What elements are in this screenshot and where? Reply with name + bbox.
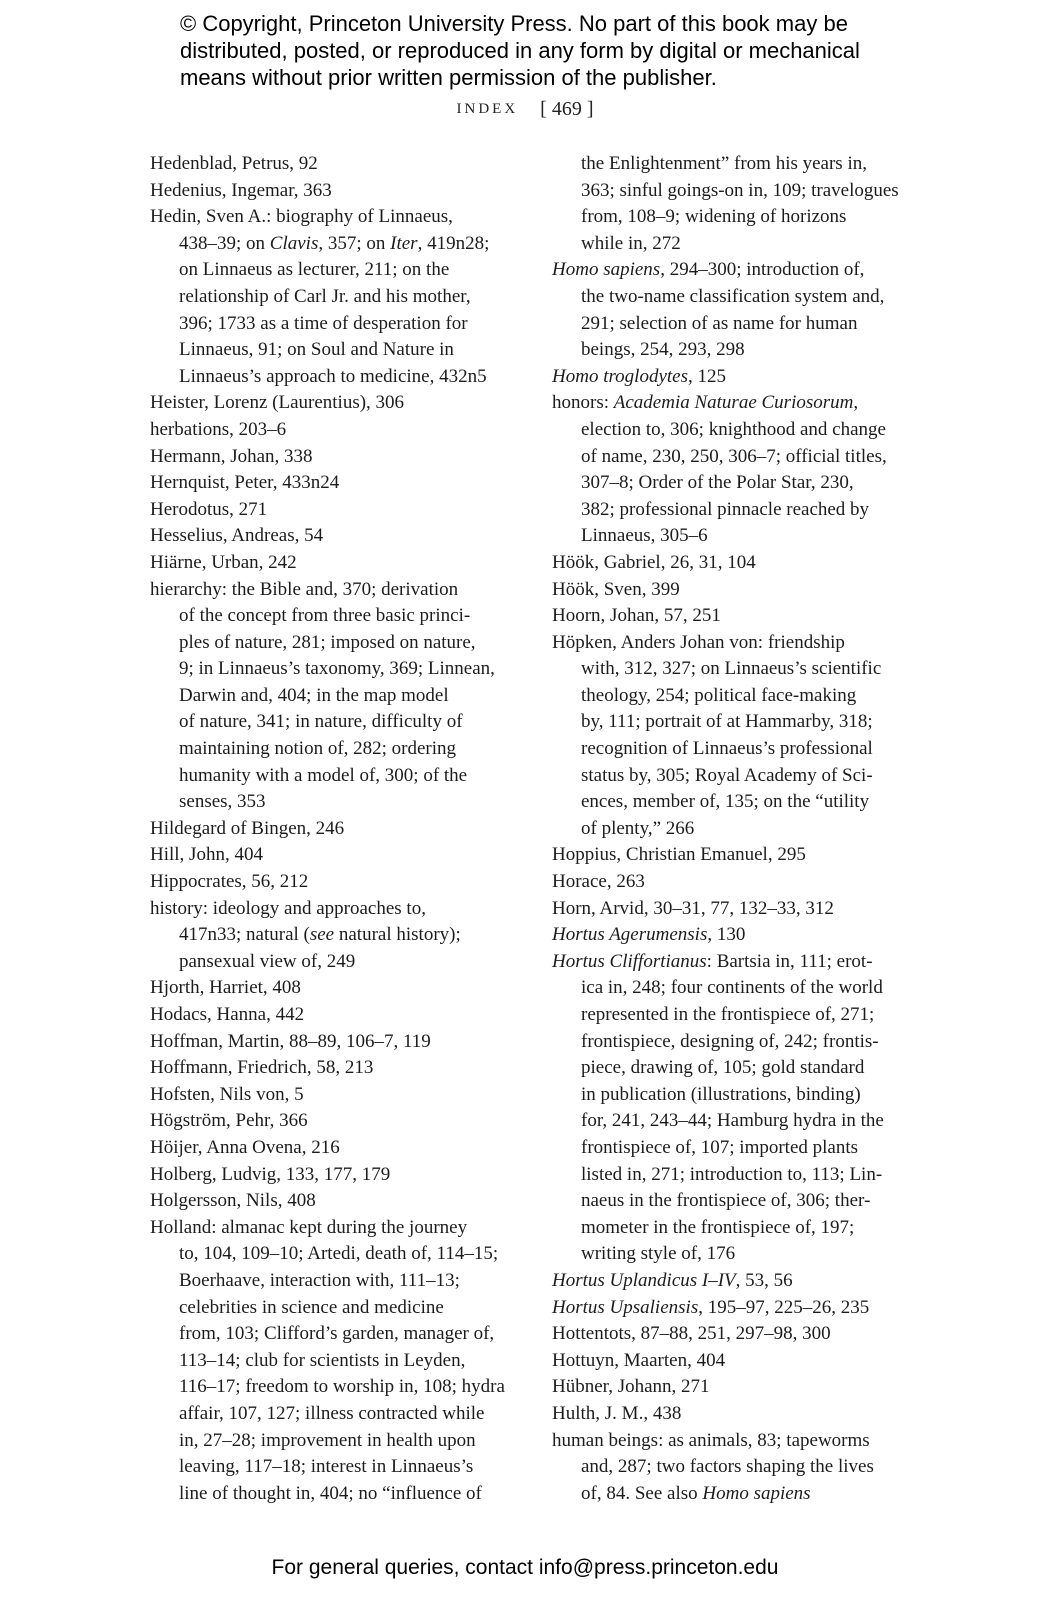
index-entry — [150, 1002, 520, 1029]
index-text: Hill, John, 404 — [150, 844, 263, 866]
index-entry-line — [552, 204, 922, 231]
index-text: celebrities in science and medicine — [179, 1296, 444, 1318]
index-entry-line — [150, 736, 520, 763]
index-entry — [150, 975, 520, 1002]
index-text: Hoffmann, Friedrich, 58, 213 — [150, 1057, 374, 1079]
index-text: while in, 272 — [581, 232, 681, 254]
index-entry-heading — [552, 949, 922, 976]
index-entry-line — [552, 683, 922, 710]
index-entry-line — [552, 1215, 922, 1242]
index-entry-heading — [150, 842, 520, 869]
index-text: Hodacs, Hanna, 442 — [150, 1004, 305, 1025]
index-entry-heading — [552, 603, 922, 630]
index-text: Linnaeus’s approach to medicine, 432n5 — [179, 365, 487, 387]
index-entry — [150, 1108, 520, 1135]
index-entry-heading — [150, 444, 520, 471]
index-entry-line — [552, 763, 922, 790]
index-text: Hesselius, Andreas, 54 — [150, 525, 324, 547]
index-entry-heading — [552, 630, 922, 657]
index-entry-line — [552, 1055, 922, 1082]
index-text: Hottentots, 87–88, 251, 297–98, 300 — [552, 1323, 831, 1345]
page-number: [ 469 ] — [540, 98, 594, 120]
index-entry-heading — [552, 257, 922, 284]
index-entry-line — [150, 922, 520, 949]
index-entry-line — [150, 1295, 520, 1322]
index-text: and, 287; two factors shaping the lives — [581, 1456, 874, 1478]
index-text: piece, drawing of, 105; gold standard — [581, 1057, 865, 1079]
index-entry-heading — [150, 1055, 520, 1082]
index-text: listed in, 271; introduction to, 113; Lin- — [581, 1163, 883, 1185]
index-text: beings, 254, 293, 298 — [581, 339, 745, 361]
index-entry-heading — [150, 816, 520, 843]
index-entry — [150, 1162, 520, 1189]
index-entry — [150, 417, 520, 444]
index-entry-line — [552, 1188, 922, 1215]
index-entry — [552, 1295, 922, 1322]
index-text: of name, 230, 250, 306–7; official titles, — [581, 445, 887, 467]
index-text: from, 108–9; widening of horizons — [581, 206, 847, 228]
index-entry — [150, 444, 520, 471]
index-entry-line — [552, 1082, 922, 1109]
index-entry-line — [552, 656, 922, 683]
index-text: , 130 — [707, 924, 746, 946]
running-head-label: INDEX — [456, 101, 519, 117]
index-entry — [150, 523, 520, 550]
index-text: Hippocrates, 56, 212 — [150, 871, 309, 893]
index-text: 363; sinful goings-on in, 109; travelogues — [581, 179, 899, 201]
index-text: leaving, 117–18; interest in Linnaeus’s — [179, 1456, 474, 1478]
index-entry-line — [552, 1454, 922, 1481]
index-entry — [150, 470, 520, 497]
index-entry-heading — [150, 1135, 520, 1162]
index-entry-heading — [150, 390, 520, 417]
index-entry-heading — [552, 577, 922, 604]
index-entry — [552, 922, 922, 949]
index-entry-heading — [150, 417, 520, 444]
copyright-notice — [180, 10, 940, 91]
index-text: line of thought in, 404; no “influence of — [179, 1482, 482, 1504]
index-entry-line — [150, 1481, 520, 1508]
index-entry-line — [150, 1241, 520, 1268]
index-entry-line — [150, 656, 520, 683]
index-text: 438–39; on — [179, 232, 270, 254]
index-entry-heading — [150, 1082, 520, 1109]
index-entry — [552, 1401, 922, 1428]
index-entry — [150, 896, 520, 976]
index-text: Hofsten, Nils von, 5 — [150, 1083, 304, 1105]
index-text: Hottuyn, Maarten, 404 — [552, 1349, 726, 1371]
index-text: election to, 306; knighthood and change — [581, 418, 886, 440]
index-entry-line — [552, 709, 922, 736]
index-entry — [552, 630, 922, 843]
index-entry-line — [552, 497, 922, 524]
index-text: for, 241, 243–44; Hamburg hydra in the — [581, 1110, 884, 1132]
index-entry-heading — [150, 550, 520, 577]
index-entry-heading — [150, 178, 520, 205]
index-entry-heading — [552, 1295, 922, 1322]
index-entry — [150, 151, 520, 178]
index-entry-heading — [552, 842, 922, 869]
index-entry-line — [552, 1029, 922, 1056]
index-entry-line — [552, 337, 922, 364]
index-entry-line — [150, 1454, 520, 1481]
index-text: 417n33; natural ( — [179, 924, 310, 946]
index-text: : Bartsia in, 111; erot- — [706, 950, 873, 972]
index-entry — [150, 1135, 520, 1162]
index-text: Linnaeus, 91; on Soul and Nature in — [179, 339, 454, 361]
index-entry-heading — [552, 1428, 922, 1455]
index-entry-line — [552, 417, 922, 444]
index-text: 291; selection of as name for human — [581, 312, 858, 334]
index-entry — [150, 577, 520, 816]
index-entry-line — [552, 975, 922, 1002]
index-entry-heading — [150, 896, 520, 923]
index-italic-title: Iter — [390, 232, 418, 254]
index-entry-line — [150, 1321, 520, 1348]
index-text: affair, 107, 127; illness contracted while — [179, 1402, 485, 1424]
index-text: of nature, 341; in nature, difficulty of — [179, 711, 463, 733]
index-entry-heading — [150, 975, 520, 1002]
index-italic-title: Clavis — [269, 232, 319, 254]
index-entry-heading — [552, 1348, 922, 1375]
index-text: hierarchy: the Bible and, 370; derivation — [150, 578, 459, 600]
index-entry-heading — [552, 390, 922, 417]
index-text: on Linnaeus as lecturer, 211; on the — [179, 259, 450, 281]
index-entry-heading — [150, 1029, 520, 1056]
index-entry-line — [552, 736, 922, 763]
index-entry — [552, 603, 922, 630]
index-entry-line — [552, 1241, 922, 1268]
index-text: to, 104, 109–10; Artedi, death of, 114–15; — [179, 1243, 499, 1265]
index-entry — [552, 1321, 922, 1348]
index-entry-heading — [150, 869, 520, 896]
index-entry-line — [552, 470, 922, 497]
copyright-line: means without prior written permission of the publisher. — [180, 65, 717, 90]
index-text: naeus in the frontispiece of, 306; ther- — [581, 1190, 871, 1212]
index-text: with, 312, 327; on Linnaeus’s scientific — [581, 658, 882, 680]
index-entry-heading — [150, 1215, 520, 1242]
index-entry-line — [150, 630, 520, 657]
index-text: ences, member of, 135; on the “utility — [581, 791, 870, 813]
index-entry — [552, 896, 922, 923]
index-entry — [552, 151, 922, 257]
index-entry-heading — [150, 1108, 520, 1135]
index-entry-line — [552, 1108, 922, 1135]
index-italic-title: Homo troglodytes — [552, 365, 688, 387]
index-text: status by, 305; Royal Academy of Sci- — [581, 764, 873, 786]
index-entry — [150, 1082, 520, 1109]
index-entry — [150, 1188, 520, 1215]
index-entry-line — [150, 311, 520, 338]
index-entry — [552, 1374, 922, 1401]
index-entry-heading — [552, 869, 922, 896]
index-text: ples of nature, 281; imposed on nature, — [179, 631, 476, 653]
index-text: by, 111; portrait of at Hammarby, 318; — [581, 711, 873, 733]
index-text: 9; in Linnaeus’s taxonomy, 369; Linnean, — [179, 658, 495, 680]
index-entry-heading — [552, 922, 922, 949]
index-entry-line — [150, 337, 520, 364]
index-italic-title: Hortus Cliffortianus — [552, 950, 707, 972]
index-italic-title: Academia Naturae Curiosorum — [613, 392, 854, 414]
index-entry — [150, 178, 520, 205]
index-text: Herodotus, 271 — [150, 498, 268, 520]
index-entry — [150, 204, 520, 390]
index-column-right — [552, 151, 922, 1507]
index-entry-line — [552, 1162, 922, 1189]
index-text: Hoppius, Christian Emanuel, 295 — [552, 844, 806, 866]
index-entry-heading — [150, 1002, 520, 1029]
index-entry-heading — [552, 1321, 922, 1348]
index-entry-line — [552, 789, 922, 816]
index-text: , 419n28; — [417, 232, 490, 254]
index-entry — [150, 550, 520, 577]
index-column-left — [150, 151, 520, 1507]
index-entry — [552, 869, 922, 896]
index-entry-line — [552, 1481, 922, 1508]
index-entry — [150, 842, 520, 869]
index-text: Holgersson, Nils, 408 — [150, 1190, 316, 1212]
index-entry — [150, 1055, 520, 1082]
index-entry-line — [552, 231, 922, 258]
index-entry — [552, 390, 922, 550]
index-text: , 125 — [687, 365, 726, 387]
index-entry-heading — [150, 497, 520, 524]
index-text: Horace, 263 — [552, 871, 645, 893]
index-italic-title: Hortus Uplandicus I–IV — [552, 1269, 736, 1291]
running-head — [0, 98, 1050, 121]
index-text: of, 84. See also — [581, 1482, 703, 1504]
index-text: relationship of Carl Jr. and his mother, — [179, 285, 471, 307]
index-entry-heading — [552, 550, 922, 577]
index-entry-line — [150, 709, 520, 736]
index-text: frontispiece, designing of, 242; frontis- — [581, 1030, 879, 1052]
index-entry — [552, 550, 922, 577]
index-entry-line — [552, 444, 922, 471]
index-text: Darwin and, 404; in the map model — [179, 684, 449, 706]
index-entry-line — [150, 257, 520, 284]
index-text: human beings: as animals, 83; tapeworms — [552, 1429, 870, 1451]
index-text: Hedin, Sven A.: biography of Linnaeus, — [150, 206, 453, 228]
index-text: natural history); — [334, 924, 461, 946]
index-entry — [552, 949, 922, 1268]
index-entry-heading — [150, 1162, 520, 1189]
index-entry — [552, 842, 922, 869]
index-entry — [150, 1215, 520, 1508]
index-text: history: ideology and approaches to, — [150, 897, 426, 919]
index-entry-line — [552, 151, 922, 178]
index-text: Hjorth, Harriet, 408 — [150, 977, 301, 999]
index-entry-line — [150, 231, 520, 258]
index-text: Hulth, J. M., 438 — [552, 1402, 682, 1424]
index-text: the two-name classification system and, — [581, 285, 885, 307]
index-entry-line — [150, 763, 520, 790]
index-entry-line — [150, 1401, 520, 1428]
index-text: Höijer, Anna Ovena, 216 — [150, 1136, 340, 1158]
index-text: 113–14; club for scientists in Leyden, — [179, 1349, 466, 1371]
index-text: herbations, 203–6 — [150, 418, 287, 440]
index-text: maintaining notion of, 282; ordering — [179, 738, 457, 760]
index-text: , 357; on — [318, 232, 391, 254]
index-entry-heading — [552, 1401, 922, 1428]
index-entry-line — [150, 949, 520, 976]
index-entry-line — [552, 816, 922, 843]
index-text: 382; professional pinnacle reached by — [581, 498, 870, 520]
index-text: Boerhaave, interaction with, 111–13; — [179, 1269, 460, 1291]
index-entry — [552, 1428, 922, 1508]
index-entry-line — [552, 1135, 922, 1162]
index-text: Höök, Gabriel, 26, 31, 104 — [552, 551, 756, 573]
index-entry — [552, 257, 922, 363]
index-entry-line — [150, 284, 520, 311]
index-entry-line — [552, 178, 922, 205]
index-text: Hildegard of Bingen, 246 — [150, 817, 345, 839]
index-text: of the concept from three basic princi- — [179, 605, 471, 627]
index-entry-heading — [150, 204, 520, 231]
footer-contact: For general queries, contact info@press.princeton.edu — [271, 1556, 779, 1579]
index-entry-heading — [150, 151, 520, 178]
index-entry — [150, 497, 520, 524]
index-italic-title: see — [309, 924, 335, 946]
index-entry-heading — [150, 577, 520, 604]
index-text: Hedenius, Ingemar, 363 — [150, 179, 332, 201]
index-entry-line — [150, 364, 520, 391]
index-text: Hedenblad, Petrus, 92 — [150, 153, 318, 174]
index-entry-line — [552, 311, 922, 338]
index-text: in publication (illustrations, binding) — [581, 1083, 861, 1105]
index-text: , — [853, 392, 859, 414]
index-entry-heading — [552, 1268, 922, 1295]
index-text: Höpken, Anders Johan von: friendship — [552, 631, 845, 653]
index-text: of plenty,” 266 — [581, 817, 695, 839]
index-entry-heading — [150, 470, 520, 497]
index-text: the Enlightenment” from his years in, — [581, 153, 867, 174]
index-text: Linnaeus, 305–6 — [581, 525, 708, 547]
index-entry-line — [150, 1428, 520, 1455]
index-text: honors: — [552, 392, 614, 414]
index-entry — [150, 1029, 520, 1056]
index-text: , 294–300; introduction of, — [660, 259, 865, 281]
index-text: 116–17; freedom to worship in, 108; hydra — [179, 1376, 505, 1398]
index-italic-title: Homo sapiens — [702, 1482, 811, 1504]
index-text: Hernquist, Peter, 433n24 — [150, 472, 340, 494]
index-text: ica in, 248; four continents of the world — [581, 977, 883, 999]
index-text: humanity with a model of, 300; of the — [179, 764, 468, 786]
index-italic-title: Hortus Upsaliensis — [552, 1296, 699, 1318]
index-entry-line — [150, 683, 520, 710]
index-text: Heister, Lorenz (Laurentius), 306 — [150, 392, 405, 414]
index-entry-heading — [552, 896, 922, 923]
index-entry — [150, 390, 520, 417]
index-entry-line — [150, 1348, 520, 1375]
index-entry-line — [150, 1268, 520, 1295]
index-entry-heading — [552, 1374, 922, 1401]
index-entry — [552, 1268, 922, 1295]
copyright-line: distributed, posted, or reproduced in any form by digital or mechanical — [180, 38, 860, 63]
index-text: theology, 254; political face-making — [581, 684, 857, 706]
index-text: frontispiece of, 107; imported plants — [581, 1136, 859, 1158]
index-entry-heading — [150, 523, 520, 550]
index-text: mometer in the frontispiece of, 197; — [581, 1216, 855, 1238]
index-text: represented in the frontispiece of, 271; — [581, 1004, 875, 1025]
index-text: writing style of, 176 — [581, 1243, 736, 1265]
index-text: senses, 353 — [179, 791, 266, 813]
index-text: from, 103; Clifford’s garden, manager of, — [179, 1323, 495, 1345]
index-text: 307–8; Order of the Polar Star, 230, — [581, 472, 854, 494]
index-text: , 53, 56 — [735, 1269, 793, 1291]
index-entry — [552, 1348, 922, 1375]
index-text: Holberg, Ludvig, 133, 177, 179 — [150, 1163, 391, 1185]
index-text: recognition of Linnaeus’s professional — [581, 738, 873, 760]
index-text: Hiärne, Urban, 242 — [150, 551, 297, 573]
index-entry-line — [552, 523, 922, 550]
index-entry — [552, 577, 922, 604]
index-text: Hoorn, Johan, 57, 251 — [552, 605, 721, 627]
index-italic-title: Hortus Agerumensis — [552, 924, 708, 946]
index-entry-heading — [552, 364, 922, 391]
index-entry-line — [150, 603, 520, 630]
index-text: , 195–97, 225–26, 235 — [698, 1296, 870, 1318]
index-entry-heading — [150, 1188, 520, 1215]
index-text: Hermann, Johan, 338 — [150, 445, 313, 467]
index-entry-line — [552, 284, 922, 311]
index-text: Höök, Sven, 399 — [552, 578, 680, 600]
index-entry — [150, 816, 520, 843]
index-italic-title: Homo sapiens — [552, 259, 661, 281]
index-text: Hübner, Johann, 271 — [552, 1376, 710, 1398]
index-text: in, 27–28; improvement in health upon — [179, 1429, 476, 1451]
index-entry — [150, 869, 520, 896]
copyright-line: © Copyright, Princeton University Press. No part of this book may be — [180, 11, 848, 36]
index-text: Hoffman, Martin, 88–89, 106–7, 119 — [150, 1030, 431, 1052]
index-text: Högström, Pehr, 366 — [150, 1110, 308, 1132]
index-text: pansexual view of, 249 — [179, 950, 356, 972]
index-entry-line — [150, 1374, 520, 1401]
index-text: 396; 1733 as a time of desperation for — [179, 312, 468, 334]
index-text: Horn, Arvid, 30–31, 77, 132–33, 312 — [552, 897, 834, 919]
index-text: Holland: almanac kept during the journey — [150, 1216, 468, 1238]
index-entry-line — [552, 1002, 922, 1029]
index-entry — [552, 364, 922, 391]
index-entry-line — [150, 789, 520, 816]
